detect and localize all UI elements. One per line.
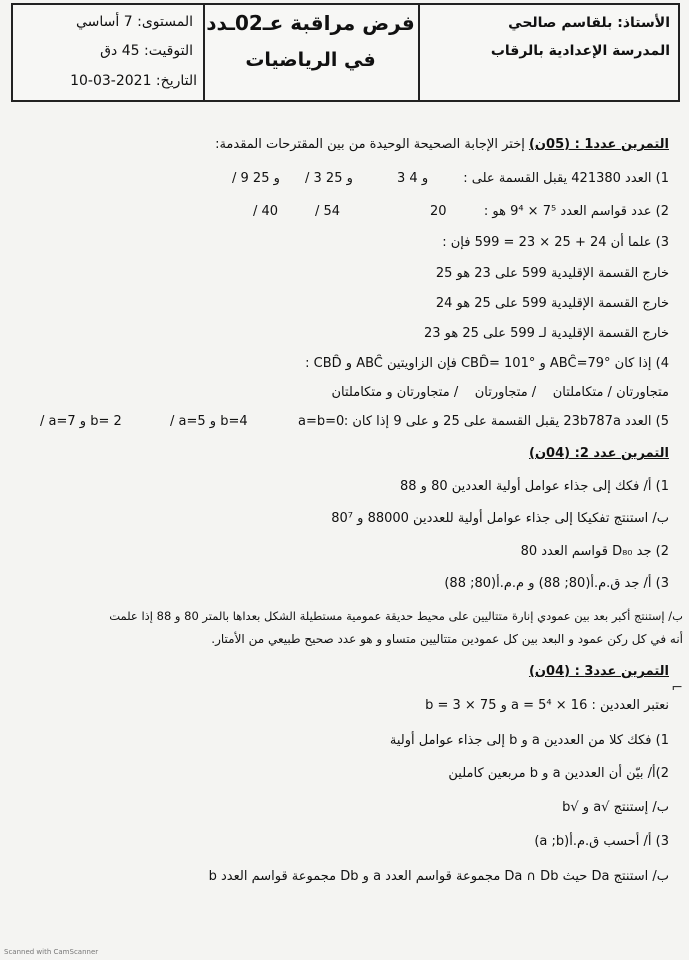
ex2-line-4: 3) أ/ جد ق.م.أ(80; 88) و م.م.أ(80; 88) bbox=[444, 576, 669, 591]
q2-option-1: 20 bbox=[430, 204, 447, 219]
q3-line-2: خارج القسمة الإقليدية 599 على 25 هو 24 bbox=[435, 296, 669, 311]
q3-line-1: خارج القسمة الإقليدية 599 على 23 هو 25 bbox=[435, 266, 669, 281]
ex2-line-5: ب/ إستنتج أكبر بعد بين عمودي إنارة متتاليين على محيط حديقة عمومية مستطيلة الشكل بعداها بالمتر 80 و 88 إذا علمت bbox=[109, 609, 683, 623]
margin-mark: ⌐ bbox=[671, 680, 683, 696]
exercise-1-header bbox=[215, 137, 669, 152]
q5-option-1: a=b=0 bbox=[298, 414, 345, 429]
exercise-1-instruction: إختر الإجابة الصحيحة الوحيدة من بين المقترحات المقدمة: bbox=[215, 137, 525, 152]
ex3-line-5: 3) أ/ أحسب ق.م.أ(a ;b) bbox=[534, 834, 669, 849]
q3-line-3: خارج القسمة الإقليدية لـ 599 على 25 هو 23 bbox=[423, 326, 669, 341]
q4-text: 4) إذا كان °79=ABC̑ و °101 =CBD̑ فإن الزاويتين ABC̑ و CBD̑ : bbox=[305, 356, 669, 371]
q2-text: 2) عدد قواسم العدد 7⁵ × 9⁴ هو : bbox=[483, 204, 669, 219]
q5-option-2: / a=5 و b=4 bbox=[170, 414, 248, 429]
exam-subject: في الرياضيات bbox=[245, 49, 376, 71]
exam-title: فرض مراقبة عـ02ـدد bbox=[206, 11, 415, 35]
q1-text: 1) العدد 421380 يقبل القسمة على : bbox=[463, 171, 669, 186]
date-label: التاريخ: 2021-03-10 bbox=[70, 73, 197, 89]
exercise-3-title: التمرين عدد3 : (04ن) bbox=[528, 664, 669, 679]
q4-option-1: متجاورتان / متكاملتان bbox=[552, 385, 669, 400]
teacher-name: الأستاذ: بلقاسم صالحي bbox=[508, 15, 670, 31]
ex2-line-6: أنه في كل ركن عمود و البعد بين كل عمودين متتاليين متساو و هو عدد صحيح طبيعي من الأمتار. bbox=[211, 632, 683, 646]
header-left-column bbox=[13, 5, 205, 100]
exercise-2-title: التمرين عدد 2: (04ن) bbox=[529, 446, 669, 461]
q5-option-3: / a=7 و b= 2 bbox=[40, 414, 122, 429]
header-box bbox=[11, 3, 680, 102]
q2-option-2: / 54 bbox=[315, 204, 341, 219]
q2-option-3: / 40 bbox=[253, 204, 279, 219]
q1-option-2: / 3 و 25 bbox=[305, 171, 353, 186]
q4-options bbox=[332, 385, 670, 400]
header-middle-column bbox=[203, 5, 420, 100]
ex2-line-2: ب/ استنتج تفكيكا إلى جذاء عوامل أولية للعددين 88000 و 80⁷ bbox=[331, 511, 669, 526]
q4-option-2: / متجاورتان bbox=[474, 385, 537, 400]
ex3-line-1: نعتبر العددين : a = 5⁴ × 16 و b = 3 × 75 bbox=[425, 698, 669, 713]
q4-option-3: / متجاورتان و متكاملتان bbox=[331, 385, 459, 400]
q1-option-3: / 9 و 25 bbox=[232, 171, 280, 186]
ex3-line-6: ب/ استنتج Da حيث Da ∩ Db مجموعة قواسم العدد a و Db مجموعة قواسم العدد b bbox=[208, 869, 669, 884]
q1-option-1: 3 و 4 bbox=[397, 171, 429, 186]
time-label: التوقيت: 45 دق bbox=[100, 43, 193, 59]
q3-text: 3) علما أن 24 + 25 × 23 = 599 فإن : bbox=[442, 235, 669, 250]
ex2-line-3: 2) جد D₈₀ قواسم العدد 80 bbox=[520, 544, 669, 559]
scanner-watermark: Scanned with CamScanner bbox=[4, 948, 99, 956]
header-right-column bbox=[418, 5, 678, 100]
ex3-line-2: 1) فكك كلا من العددين a و b إلى جذاء عوامل أولية bbox=[389, 733, 669, 748]
exercise-1-title: التمرين عدد1 : (05ن) bbox=[528, 137, 669, 152]
level-label: المستوى: 7 أساسي bbox=[76, 14, 193, 30]
school-name: المدرسة الإعدادية بالرقاب bbox=[490, 43, 670, 59]
ex3-line-4: ب/ إستنتج √a و √b bbox=[562, 800, 669, 815]
ex3-line-3: 2)أ/ بيّن أن العددين a و b مربعين كاملين bbox=[448, 766, 669, 781]
q5-text: 5) العدد 23b787a يقبل القسمة على 25 و على 9 إذا كان : bbox=[343, 414, 669, 429]
ex2-line-1: 1) أ/ فكك إلى جذاء عوامل أولية العددين 80 و 88 bbox=[400, 479, 669, 494]
